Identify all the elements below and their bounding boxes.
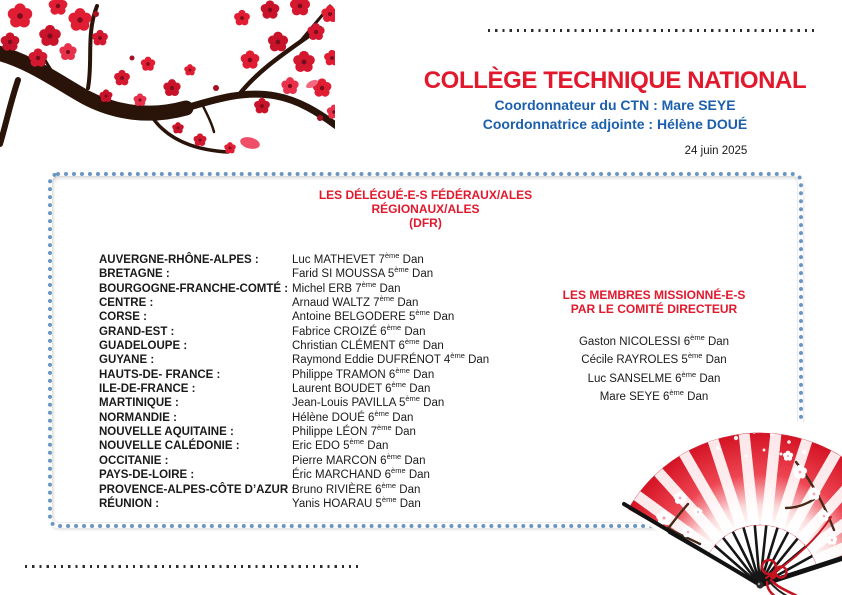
region-label: OCCITANIE : xyxy=(99,454,169,467)
dfr-row xyxy=(99,497,489,511)
missioned-heading-line1: LES MEMBRES MISSIONNÉ-E-S xyxy=(562,288,746,302)
dfr-row xyxy=(99,267,489,281)
grade-superscript: ème xyxy=(404,337,420,347)
region-label: GUYANE : xyxy=(99,354,155,367)
dfr-row xyxy=(99,439,489,453)
dfr-row xyxy=(99,339,489,353)
missioned-member: Cécile RAYROLES 5ème Dan xyxy=(581,351,727,367)
grade-superscript: ème xyxy=(687,351,703,361)
missioned-heading-line2: PAR LE COMITÉ DIRECTEUR xyxy=(570,301,738,316)
dfr-heading-line2: RÉGIONAUX/ALES xyxy=(371,202,480,216)
deputy-coordinator-line: Coordonnatrice adjointe : Hélène DOUÉ xyxy=(482,116,748,132)
region-label: AUVERGNE-RHÔNE-ALPES : xyxy=(99,254,259,266)
delegate-name: Arnaud WALTZ 7ème Dan xyxy=(292,294,419,310)
document-header xyxy=(392,66,838,134)
dfr-heading-line1: LES DÉLÉGUÉ-E-S FÉDÉRAUX/ALES xyxy=(318,188,533,202)
grade-superscript: ème xyxy=(415,308,430,318)
grade-superscript: ème xyxy=(405,394,420,404)
grade-superscript: ème xyxy=(379,294,395,304)
region-label: CORSE : xyxy=(99,311,147,324)
region-label: PROVENCE-ALPES-CÔTE D’AZUR : xyxy=(99,483,296,496)
dfr-row xyxy=(99,253,489,267)
region-label: BRETAGNE : xyxy=(99,268,170,281)
grade-superscript: ème xyxy=(377,423,392,433)
delegate-name: Christian CLÉMENT 6ème Dan xyxy=(292,337,444,353)
grade-superscript: ème xyxy=(349,437,365,447)
missioned-member: Mare SEYE 6ème Dan xyxy=(599,388,709,403)
region-label: MARTINIQUE : xyxy=(99,397,179,410)
dfr-list xyxy=(99,253,489,511)
delegate-name: Raymond Eddie DUFRÉNOT 4ème Dan xyxy=(292,351,490,367)
grade-superscript: ème xyxy=(361,279,377,289)
region-label: GUADELOUPE : xyxy=(99,340,188,353)
missioned-list xyxy=(534,333,774,406)
grade-superscript: ème xyxy=(669,388,684,398)
dfr-row xyxy=(99,353,489,367)
delegate-name: Philippe LÉON 7ème Dan xyxy=(292,423,416,439)
delegate-name: Fabrice CROIZÉ 6ème Dan xyxy=(292,322,426,338)
grade-superscript: ème xyxy=(690,333,705,343)
grade-superscript: ème xyxy=(381,480,397,490)
coordinator-line: Coordonnateur du CTN : Mare SEYE xyxy=(494,97,736,113)
grade-superscript: ème xyxy=(681,369,697,379)
delegate-name: Pierre MARCON 6ème Dan xyxy=(292,451,426,467)
delegate-name: Antoine BELGODERE 5ème Dan xyxy=(292,308,455,324)
dfr-heading-line3: (DFR) xyxy=(409,216,442,230)
dfr-row xyxy=(99,425,489,439)
delegate-name: Jean-Louis PAVILLA 5ème Dan xyxy=(292,394,445,410)
dfr-row xyxy=(99,310,489,324)
dfr-row xyxy=(99,322,489,339)
dfr-row xyxy=(99,451,489,468)
region-label: HAUTS-DE- FRANCE : xyxy=(99,368,221,381)
dotted-line-bottom xyxy=(25,565,358,568)
region-label: NOUVELLE CALÉDONIE : xyxy=(99,440,240,453)
dfr-row xyxy=(99,382,489,396)
dfr-row xyxy=(99,480,489,497)
region-label: NOUVELLE AQUITAINE : xyxy=(99,426,234,439)
dfr-row xyxy=(99,408,489,425)
grade-superscript: ème xyxy=(391,466,406,476)
dfr-heading xyxy=(52,188,799,230)
delegate-name: Farid SI MOUSSA 5ème Dan xyxy=(292,265,434,281)
delegate-name: Michel ERB 7ème Dan xyxy=(292,279,401,295)
dotted-line-top xyxy=(488,29,818,32)
grade-superscript: ème xyxy=(374,408,390,418)
grade-superscript: ème xyxy=(394,265,409,275)
delegate-name: Philippe TRAMON 6ème Dan xyxy=(292,365,435,381)
grade-superscript: ème xyxy=(381,495,397,505)
missioned-heading xyxy=(534,289,774,316)
missioned-member: Luc SANSELME 6ème Dan xyxy=(587,369,721,385)
delegate-name: Yanis HOARAU 5ème Dan xyxy=(292,495,421,510)
region-label: GRAND-EST : xyxy=(99,325,175,338)
folding-fan-icon xyxy=(618,420,842,595)
region-label: BOURGOGNE-FRANCHE-COMTÉ : xyxy=(99,282,289,295)
grade-superscript: ème xyxy=(386,451,402,461)
region-label: RÉUNION : xyxy=(99,497,160,510)
grade-superscript: ème xyxy=(395,365,410,375)
missioned-member: Gaston NICOLESSI 6ème Dan xyxy=(578,333,730,348)
region-label: ILE-DE-FRANCE : xyxy=(99,383,196,396)
delegate-name: Hélène DOUÉ 6ème Dan xyxy=(292,408,414,424)
missioned-section xyxy=(534,289,774,406)
dfr-row xyxy=(99,296,489,310)
delegate-name: Eric EDO 5ème Dan xyxy=(292,437,389,453)
dfr-row xyxy=(99,468,489,482)
dfr-row xyxy=(99,396,489,410)
delegate-name: Éric MARCHAND 6ème Dan xyxy=(292,466,430,482)
grade-superscript: ème xyxy=(386,322,402,332)
region-label: PAYS-DE-LOIRE : xyxy=(99,469,195,482)
grade-superscript: ème xyxy=(384,251,400,261)
cherry-blossom-icon xyxy=(0,0,335,158)
delegate-name: Luc MATHEVET 7ème Dan xyxy=(292,251,424,266)
grade-superscript: ème xyxy=(391,380,407,390)
delegate-name: Laurent BOUDET 6ème Dan xyxy=(292,380,431,396)
dfr-row xyxy=(99,365,489,382)
region-label: CENTRE : xyxy=(99,297,154,310)
delegate-name: Bruno RIVIÈRE 6ème Dan xyxy=(292,480,421,496)
dfr-row xyxy=(99,279,489,296)
region-label: NORMANDIE : xyxy=(99,411,177,424)
grade-superscript: ème xyxy=(450,351,465,361)
page-title: COLLÈGE TECHNIQUE NATIONAL xyxy=(423,67,807,94)
document-date: 24 juin 2025 xyxy=(684,145,748,157)
